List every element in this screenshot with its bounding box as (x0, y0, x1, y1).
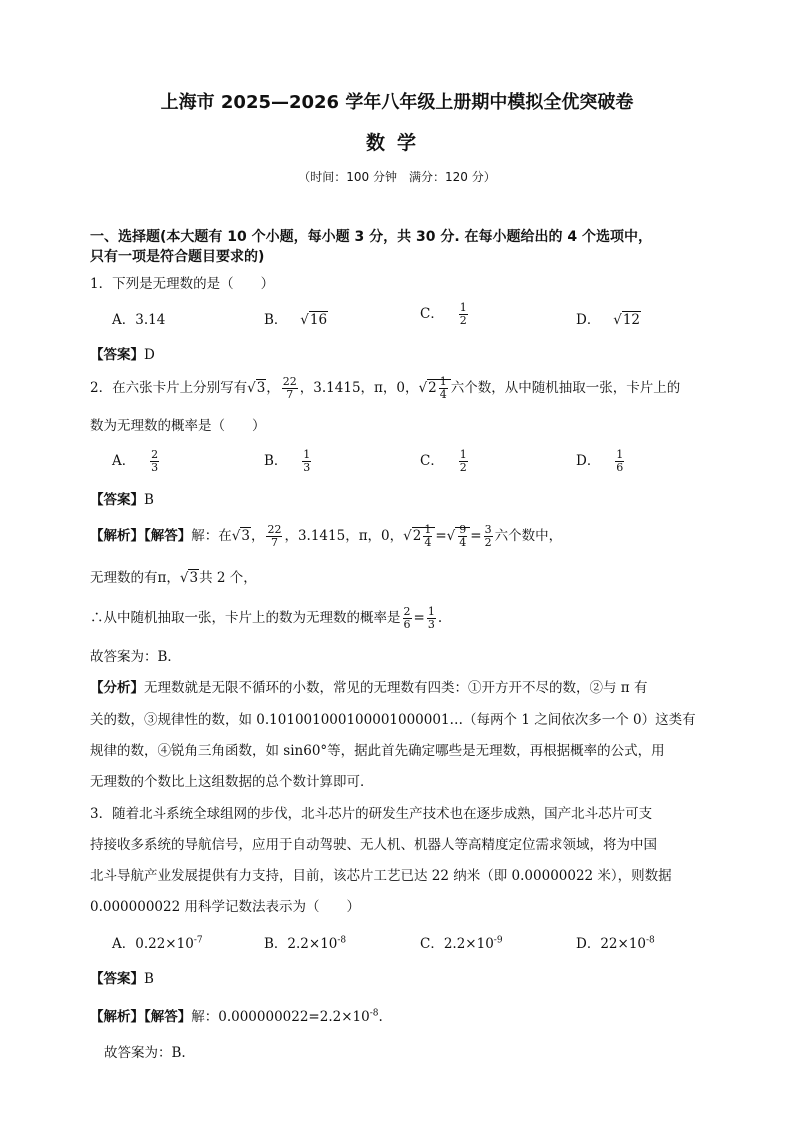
q2-option-c: C． $\frac{1}{2}$ (420, 448, 467, 474)
q2-option-a: A． $\frac{2}{3}$ (112, 448, 159, 474)
q3-stem-line3: 北斗导航产业发展提供有力支持，目前，该芯片工艺已达 22 纳米（即 0.00000022 米），则数据 (90, 868, 672, 884)
q1-option-a: A．3.14 (112, 312, 166, 328)
q2-fenxi-line4: 无理数的个数比上这组数据的总个数计算即可． (90, 774, 374, 790)
q3-analysis: 【解析】【解答】解：$0.000000022=2.2\times 10^{-8}$. (90, 1008, 383, 1025)
exam-title: 上海市 2025—2026 学年八年级上册期中模拟全优突破卷 (160, 92, 634, 113)
q1-option-c: C． $\frac{1}{2}$ (420, 301, 467, 327)
exam-info: （时间：100 分钟 满分：120 分） (298, 170, 496, 184)
q2-conclusion: 故答案为：B． (90, 649, 181, 665)
q3-option-c: C．$2.2\times 10^{-9}$ (420, 935, 503, 952)
q2-answer: 【答案】B (90, 492, 154, 508)
q3-answer: 【答案】B (90, 971, 154, 987)
q2-fenxi-line2: 关的数，③规律性的数，如 0.101001000100001000001…（每两个 1 之间依次多一个 0）这类有 (90, 712, 696, 728)
q2-fenxi-line3: 规律的数，④锐角三角函数，如 sin60°等，据此首先确定哪些是无理数，再根据概率的公式，用 (90, 743, 665, 759)
q2-option-b: B． $\frac{1}{3}$ (264, 448, 311, 474)
q2-stem-cont: 数为无理数的概率是（ ） (90, 418, 266, 434)
q1-answer: 【答案】D (90, 347, 155, 363)
q1-stem: 1．下列是无理数的是（ ） (90, 276, 275, 292)
subject-title: 数学 (365, 132, 428, 154)
q2-analysis: 【解析】【解答】解：在√3， $\frac{22}{7}$ ，3.1415，π，0，√2 $\frac{1}{4}$ =√ $\frac{9}{4}$ = $\frac{3}{2}$ 六个数中， (90, 523, 563, 549)
section-heading: 一、选择题(本大题有 10 个小题，每小题 3 分，共 30 分. 在每小题给出的 4 个选项中， (90, 229, 653, 245)
q3-stem: 3．随着北斗系统全球组网的步伐，北斗芯片的研发生产技术也在逐步成熟，国产北斗芯片可支 (90, 806, 653, 822)
q3-option-b: B．$2.2\times 10^{-8}$ (264, 935, 347, 952)
q3-conclusion: 故答案为：B. (104, 1045, 186, 1061)
q3-stem-line4: 0.000000022 用科学记数法表示为（ ） (90, 899, 360, 915)
q3-option-d: D．$22\times 10^{-8}$ (576, 935, 655, 952)
q2-option-d: D． $\frac{1}{6}$ (576, 448, 624, 474)
q2-analysis-line3: ∴从中随机抽取一张，卡片上的数为无理数的概率是 $\frac{2}{6}$ = $\frac{1}{3}$ . (90, 605, 443, 631)
q1-option-b: B． √16 (264, 312, 328, 328)
q2-fenxi: 【分析】无理数就是无限不循环的小数，常见的无理数有四类：①开方开不尽的数，②与 π 有 (90, 680, 648, 696)
q2-analysis-line2: 无理数的有π，√3共 2 个， (90, 570, 257, 586)
q3-option-a: A．$0.22\times 10^{-7}$ (112, 935, 203, 952)
section-heading-cont: 只有一项是符合题目要求的) (90, 249, 265, 265)
q1-option-d: D． √12 (576, 312, 640, 328)
q3-stem-line2: 持接收多系统的导航信号，应用于自动驾驶、无人机、机器人等高精度定位需求领域，将为中国 (90, 837, 657, 853)
q2-stem: 2．在六张卡片上分别写有√3， $\frac{22}{7}$ ，3.1415，π，0，√2 $\frac{1}{4}$ 六个数，从中随机抽取一张，卡片上的 (90, 375, 681, 401)
